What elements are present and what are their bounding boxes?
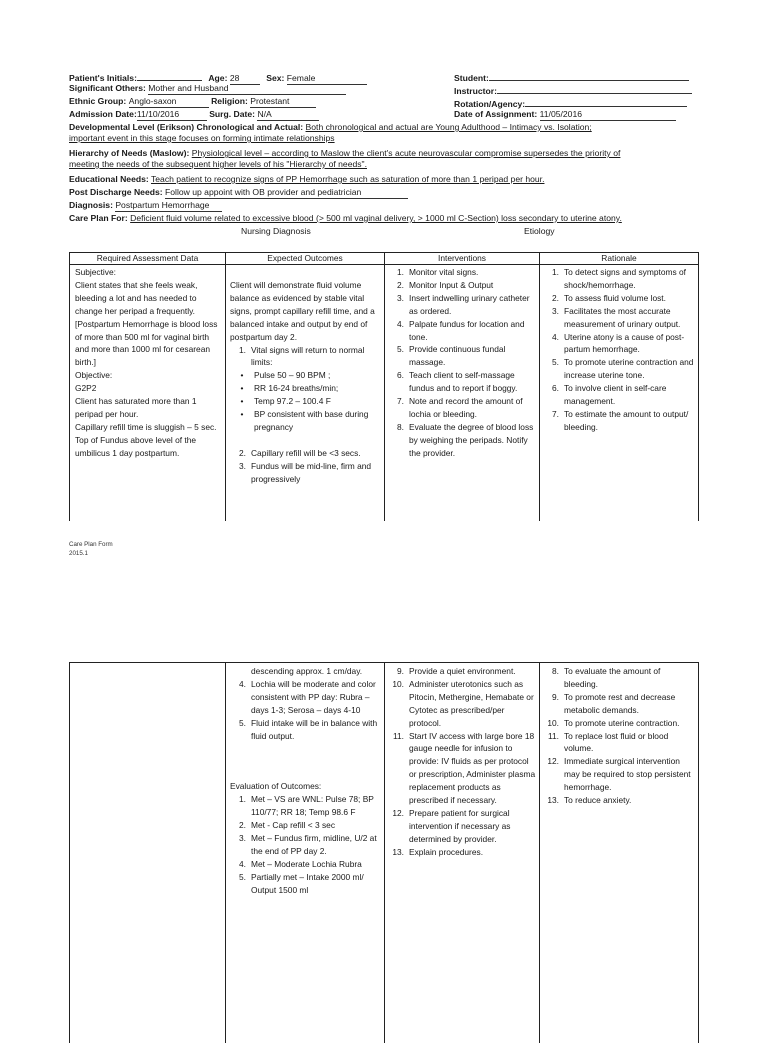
vital-sign-text: Pulse 50 – 90 BPM ; <box>254 370 331 381</box>
ethnic-group-row <box>69 96 316 108</box>
outcome-item <box>230 678 380 717</box>
rationale-item <box>543 730 695 756</box>
instructor-field <box>497 83 692 94</box>
rationale-text: To reduce anxiety. <box>564 795 632 806</box>
rationale-item <box>543 331 695 357</box>
educational-label: Educational Needs: <box>69 174 149 184</box>
outcome-item <box>230 717 380 743</box>
column-divider <box>225 663 226 1043</box>
bullet-icon: • <box>240 383 244 394</box>
intervention-number: 1. <box>397 267 404 277</box>
ethnic-group-value: Anglo-saxon <box>129 96 209 108</box>
outcome-number: 1. <box>239 344 246 355</box>
intervention-number: 7. <box>397 396 404 407</box>
rationale-item <box>543 305 695 331</box>
rationale-number: 12. <box>547 756 559 767</box>
intervention-number: 4. <box>397 318 404 329</box>
religion-label: Religion: <box>211 96 248 106</box>
rationale-item <box>543 665 695 691</box>
significant-others-value: Mother and Husband <box>148 83 346 95</box>
post-discharge-value: Follow up appoint with OB provider and pediatrician <box>165 187 408 199</box>
nursing-diagnosis-caption: Nursing Diagnosis <box>241 226 311 236</box>
bullet-icon: • <box>240 370 244 381</box>
interventions-cell-continued <box>388 665 536 859</box>
intervention-item <box>388 369 536 395</box>
ethnic-group-label: Ethnic Group: <box>69 96 127 106</box>
intervention-item <box>388 266 536 279</box>
outcome-text: descending approx. 1 cm/day. <box>251 666 363 676</box>
age-value: 28 <box>230 73 260 85</box>
column-divider <box>384 663 385 1043</box>
intervention-number: 9. <box>397 666 404 676</box>
intervention-text: Insert indwelling urinary catheter as ordered. <box>409 292 530 316</box>
rationale-item <box>543 382 695 408</box>
diagnosis-label: Diagnosis: <box>69 200 113 210</box>
admission-date-value: 11/10/2016 <box>137 109 207 121</box>
outcome-number: 2. <box>239 447 246 458</box>
post-discharge-label: Post Discharge Needs: <box>69 187 163 197</box>
evaluation-text: Met - Cap refill < 3 sec <box>251 820 336 831</box>
rationale-number: 6. <box>552 383 559 394</box>
rationale-text: Uterine atony is a cause of post-partum hemorrhage. <box>564 331 685 355</box>
intervention-text: Monitor vital signs. <box>409 267 479 277</box>
intervention-item <box>388 343 536 369</box>
rotation-label: Rotation/Agency: <box>454 99 526 109</box>
outcomes-cell-continued <box>230 665 380 897</box>
intervention-item <box>388 665 536 678</box>
rationale-text: To replace lost fluid or blood volume. <box>564 730 669 754</box>
assessment-subjective-label: Subjective: <box>75 267 116 277</box>
col-header-rationale: Rationale <box>601 253 637 263</box>
rationale-text: Immediate surgical intervention may be required to stop persistent hemorrhage. <box>564 756 691 793</box>
rationale-text: To estimate the amount to output/ bleeding. <box>564 408 689 432</box>
rationale-item <box>543 408 695 434</box>
rationale-item <box>543 266 695 292</box>
rationale-text: To involve client in self-care management. <box>564 383 667 407</box>
evaluation-text: Partially met – Intake 2000 ml/ Output 1500 ml <box>251 871 364 895</box>
intervention-number: 2. <box>397 279 404 290</box>
rationale-item <box>543 794 695 807</box>
rationale-item <box>543 755 695 794</box>
rationale-number: 3. <box>552 305 559 316</box>
bullet-icon: • <box>240 409 244 420</box>
intervention-text: Provide continuous fundal massage. <box>409 344 506 368</box>
rationale-number: 1. <box>552 267 559 277</box>
significant-others-row <box>69 83 346 95</box>
col-header-outcomes: Expected Outcomes <box>267 253 343 263</box>
outcome-text: Fundus will be mid-line, firm and progressively <box>251 460 372 484</box>
rationale-text: To promote uterine contraction and increase uterine tone. <box>564 357 694 381</box>
rationale-text: To evaluate the amount of bleeding. <box>564 666 661 689</box>
rationale-number: 4. <box>552 331 559 342</box>
rotation-field <box>525 96 687 107</box>
rationale-number: 10. <box>547 717 559 728</box>
rationale-text: To assess fluid volume lost. <box>564 292 666 303</box>
evaluation-text: Met – Moderate Lochia Rubra <box>251 858 362 869</box>
age-label: Age: <box>208 73 228 83</box>
surg-date-value: N/A <box>257 109 319 121</box>
outcome-number: 5. <box>239 717 246 728</box>
evaluation-number: 4. <box>239 858 246 869</box>
vital-sign-item <box>230 395 380 408</box>
intervention-text: Start IV access with large bore 18 gauge needle for infusion to provide: IV fluids as per protocol or prescription, Administer plasma replacement products as prescribed if necessary. <box>409 730 536 806</box>
patient-initials-label: Patient's Initials: <box>69 73 137 83</box>
educational-needs-row <box>69 174 544 185</box>
vital-sign-item <box>230 382 380 395</box>
developmental-label: Developmental Level (Erikson) Chronological and Actual: <box>69 122 304 132</box>
vital-sign-text: BP consistent with base during pregnancy <box>254 409 369 432</box>
student-field <box>489 70 689 81</box>
rationale-number: 13. <box>547 795 559 806</box>
care-plan-row <box>69 213 622 224</box>
intervention-number: 5. <box>397 344 404 355</box>
intervention-item <box>388 318 536 344</box>
vital-sign-text: RR 16-24 breaths/min; <box>254 383 339 394</box>
column-divider <box>384 253 385 521</box>
date-of-assignment-label: Date of Assignment: <box>454 109 538 119</box>
assessment-cell <box>75 266 223 460</box>
col-header-assessment: Required Assessment Data <box>96 253 199 263</box>
educational-value: Teach patient to recognize signs of PP Hemorrhage such as saturation of more than 1 peripad per hour. <box>150 174 545 184</box>
post-discharge-row <box>69 187 408 199</box>
rationale-item <box>543 356 695 382</box>
rationale-number: 9. <box>552 691 559 702</box>
intervention-number: 3. <box>397 292 404 303</box>
intervention-item <box>388 292 536 318</box>
rationale-number: 7. <box>552 408 559 419</box>
developmental-line2: important event in this stage focuses on forming intimate relationships <box>69 133 335 143</box>
student-row <box>454 70 689 84</box>
outcome-text: Lochia will be moderate and color consistent with PP day: Rubra – days 1-3; Serosa – days 4-10 <box>251 678 376 715</box>
rationale-item <box>543 292 695 305</box>
evaluation-number: 1. <box>239 794 246 805</box>
student-label: Student: <box>454 73 489 83</box>
rationale-item <box>543 691 695 717</box>
column-divider <box>539 253 540 521</box>
outcome-text: Vital signs will return to normal limits: <box>251 344 365 368</box>
outcome-number: 3. <box>239 460 246 471</box>
religion-value: Protestant <box>250 96 316 108</box>
form-name: Care Plan Form <box>69 541 113 548</box>
assessment-objective-label: Objective: <box>75 370 113 381</box>
rationale-number: 5. <box>552 357 559 368</box>
intervention-number: 13. <box>392 846 404 857</box>
form-version: 2015.1 <box>69 550 88 557</box>
etiology-caption: Etiology <box>524 226 555 236</box>
evaluation-number: 5. <box>239 871 246 882</box>
outcomes-intro: Client will demonstrate fluid volume balance as evidenced by stable vital signs, prompt capillary refill time, and a balanced intake and output by end of postpartum day 2. <box>230 280 375 342</box>
rationale-cell <box>543 266 695 434</box>
intervention-text: Palpate fundus for location and tone. <box>409 318 525 342</box>
evaluation-text: Met – VS are WNL: Pulse 78; BP 110/77; RR 18; Temp 98.6 F <box>251 794 374 818</box>
rationale-text: To detect signs and symptoms of shock/hemorrhage. <box>564 267 686 290</box>
significant-others-label: Significant Others: <box>69 83 146 93</box>
intervention-text: Evaluate the degree of blood loss by weighing the peripads. Notify the provider. <box>409 421 534 458</box>
evaluation-item <box>230 793 380 819</box>
intervention-item <box>388 678 536 730</box>
sex-value: Female <box>287 73 367 85</box>
intervention-number: 10. <box>392 678 404 689</box>
outcome-text: Capillary refill will be <3 secs. <box>251 447 361 458</box>
intervention-item <box>388 395 536 421</box>
assessment-gravida: G2P2 <box>75 383 97 394</box>
rationale-number: 11. <box>547 730 559 741</box>
assessment-cap-refill: Capillary refill time is sluggish – 5 sec. <box>75 421 217 432</box>
evaluation-text: Met – Fundus firm, midline, U/2 at the end of PP day 2. <box>251 833 377 856</box>
evaluation-item <box>230 871 380 897</box>
hierarchy-line2: meeting the needs of the subsequent higher levels of his "Hierarchy of needs". <box>69 159 367 169</box>
evaluation-item <box>230 858 380 871</box>
developmental-line1: Both chronological and actual are Young Adulthood – Intimacy vs. Isolation; <box>305 122 592 132</box>
care-plan-label: Care Plan For: <box>69 213 128 223</box>
assessment-fundus: Top of Fundus above level of the umbilicus 1 day postpartum. <box>75 434 197 458</box>
care-plan-value: Deficient fluid volume related to excessive blood (> 500 ml vaginal delivery, > 1000 ml C-Section) loss secondary to uterine atony. <box>130 213 622 223</box>
rationale-number: 2. <box>552 292 559 303</box>
intervention-item <box>388 807 536 846</box>
care-plan-table-page2 <box>69 662 699 1043</box>
hierarchy-line1: Physiological level – according to Maslow the client's acute neurovascular compromise supersedes the priority of <box>191 148 621 158</box>
evaluation-label: Evaluation of Outcomes: <box>230 781 322 792</box>
assessment-subjective-text: Client states that she feels weak, bleeding a lot and has needed to change her peripad a frequently. [Postpartum Hemorrhage is blood loss of more than 500 ml for vaginal birth and more than 1000 ml for cesarean birth.] <box>75 279 218 368</box>
intervention-text: Teach client to self-massage fundus and to report if boggy. <box>409 370 518 394</box>
interventions-cell <box>388 266 536 460</box>
evaluation-item <box>230 832 380 858</box>
admission-row <box>69 109 319 121</box>
intervention-text: Monitor Input & Output <box>409 279 494 290</box>
rationale-text: To promote rest and decrease metabolic demands. <box>564 691 676 715</box>
rationale-number: 8. <box>552 666 559 676</box>
vital-sign-text: Temp 97.2 – 100.4 F <box>254 396 331 407</box>
rationale-text: Facilitates the most accurate measurement of urinary output. <box>564 305 681 329</box>
evaluation-number: 3. <box>239 833 246 844</box>
rationale-text: To promote uterine contraction. <box>564 717 680 728</box>
intervention-number: 12. <box>392 807 404 818</box>
intervention-number: 6. <box>397 370 404 381</box>
date-of-assignment-value: 11/05/2016 <box>540 109 676 121</box>
intervention-item <box>388 421 536 460</box>
rotation-row <box>454 96 687 110</box>
intervention-item <box>388 279 536 292</box>
intervention-number: 11. <box>392 730 404 741</box>
care-plan-table-page1 <box>69 252 699 521</box>
outcome-text: Fluid intake will be in balance with fluid output. <box>251 717 378 741</box>
admission-date-label: Admission Date: <box>69 109 137 119</box>
column-divider <box>539 663 540 1043</box>
intervention-text: Administer uterotonics such as Pitocin, Methergine, Hemabate or Cytotec as prescribed/per protocol. <box>409 678 534 728</box>
date-of-assignment-row <box>454 109 676 121</box>
outcome-continuation <box>230 665 380 678</box>
vital-sign-item <box>230 408 380 434</box>
intervention-text: Explain procedures. <box>409 846 484 857</box>
sex-label: Sex: <box>266 73 285 83</box>
hierarchy-of-needs <box>69 148 699 170</box>
intervention-text: Prepare patient for surgical intervention if necessary as determined by provider. <box>409 807 511 844</box>
col-header-interventions: Interventions <box>438 253 486 263</box>
rationale-item <box>543 717 695 730</box>
intervention-item <box>388 846 536 859</box>
patient-initials-field <box>137 70 202 81</box>
diagnosis-value: Postpartum Hemorrhage <box>115 200 222 212</box>
intervention-number: 8. <box>397 421 404 432</box>
diagnosis-row <box>69 200 222 212</box>
column-divider <box>225 253 226 521</box>
developmental-level <box>69 122 699 144</box>
hierarchy-label: Hierarchy of Needs (Maslow): <box>69 148 190 158</box>
intervention-text: Note and record the amount of lochia or bleeding. <box>409 396 523 419</box>
instructor-label: Instructor: <box>454 86 497 96</box>
outcomes-cell <box>230 279 380 486</box>
evaluation-item <box>230 819 380 832</box>
outcome-number: 4. <box>239 678 246 689</box>
outcome-item <box>230 447 380 460</box>
assessment-peripad: Client has saturated more than 1 peripad per hour. <box>75 396 197 419</box>
outcome-item <box>230 460 380 486</box>
instructor-row <box>454 83 692 97</box>
evaluation-number: 2. <box>239 820 246 831</box>
bullet-icon: • <box>240 396 244 407</box>
intervention-item <box>388 730 536 807</box>
intervention-text: Provide a quiet environment. <box>409 666 516 676</box>
rationale-cell-continued <box>543 665 695 807</box>
vital-sign-item <box>230 369 380 382</box>
outcome-item <box>230 344 380 370</box>
surg-date-label: Surg. Date: <box>209 109 256 119</box>
